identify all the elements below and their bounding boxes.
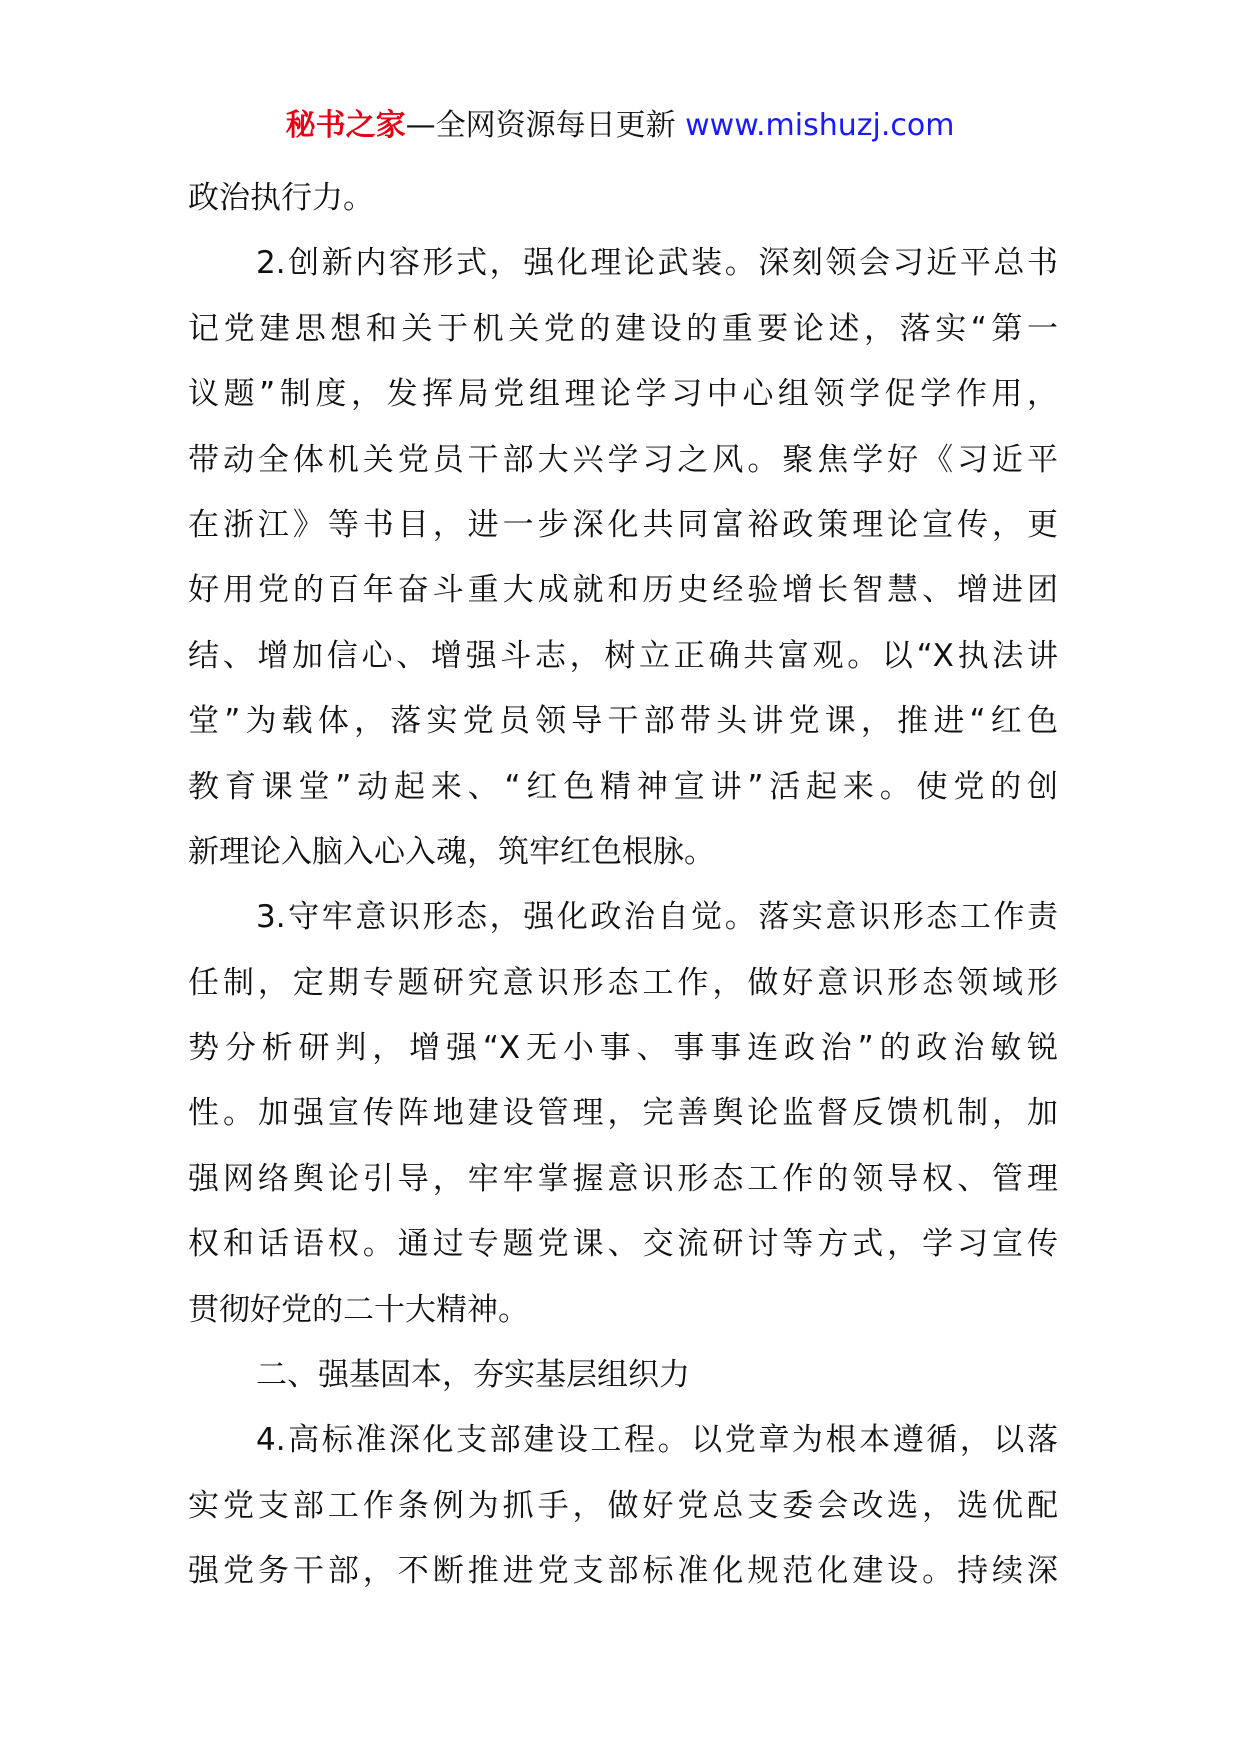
brand-name: 秘书之家 bbox=[285, 108, 406, 143]
text-line: 4.高标准深化支部建设工程。以党章为根本遵循，以落 bbox=[256, 1422, 1058, 1459]
text-line: 贯彻好党的二十大精神。 bbox=[188, 1291, 529, 1328]
text-line: 结、增加信心、增强斗志，树立正确共富观。以“X执法讲 bbox=[188, 637, 1058, 674]
text-line: 权和话语权。通过专题党课、交流研讨等方式，学习宣传 bbox=[188, 1226, 1058, 1263]
text-line: 性。加强宣传阵地建设管理，完善舆论监督反馈机制，加 bbox=[188, 1095, 1058, 1132]
text-line: 记党建思想和关于机关党的建设的重要论述，落实“第一 bbox=[188, 310, 1058, 347]
text-line: 2.创新内容形式，强化理论武装。深刻领会习近平总书 bbox=[256, 245, 1058, 282]
watermark-header bbox=[0, 104, 1240, 148]
section-heading: 二、强基固本，夯实基层组织力 bbox=[256, 1357, 690, 1394]
text-line: 堂”为载体，落实党员领导干部带头讲党课，推进“红色 bbox=[188, 703, 1058, 740]
document-body bbox=[188, 166, 1058, 1605]
text-line: 强网络舆论引导，牢牢掌握意识形态工作的领导权、管理 bbox=[188, 1160, 1058, 1197]
text-line: 新理论入脑入心入魂，筑牢红色根脉。 bbox=[188, 833, 715, 870]
text-line: 强党务干部，不断推进党支部标准化规范化建设。持续深 bbox=[188, 1553, 1058, 1590]
text-line: 教育课堂”动起来、“红色精神宣讲”活起来。使党的创 bbox=[188, 768, 1058, 805]
text-line: 实党支部工作条例为抓手，做好党总支委会改选，选优配 bbox=[188, 1487, 1058, 1524]
text-line: 政治执行力。 bbox=[188, 180, 374, 216]
text-line: 3.守牢意识形态，强化政治自觉。落实意识形态工作责 bbox=[256, 899, 1058, 936]
text-line: 势分析研判，增强“X无小事、事事连政治”的政治敏锐 bbox=[188, 1030, 1058, 1067]
header-url: www.mishuzj.com bbox=[685, 108, 955, 143]
text-line: 带动全体机关党员干部大兴学习之风。聚焦学好《习近平 bbox=[188, 441, 1058, 478]
text-line: 在浙江》等书目，进一步深化共同富裕政策理论宣传，更 bbox=[188, 506, 1058, 543]
header-tagline: —全网资源每日更新 bbox=[405, 108, 676, 143]
text-line: 任制，定期专题研究意识形态工作，做好意识形态领域形 bbox=[188, 964, 1058, 1001]
text-line: 议题”制度，发挥局党组理论学习中心组领学促学作用， bbox=[188, 376, 1058, 413]
text-line: 好用党的百年奋斗重大成就和历史经验增长智慧、增进团 bbox=[188, 572, 1058, 609]
